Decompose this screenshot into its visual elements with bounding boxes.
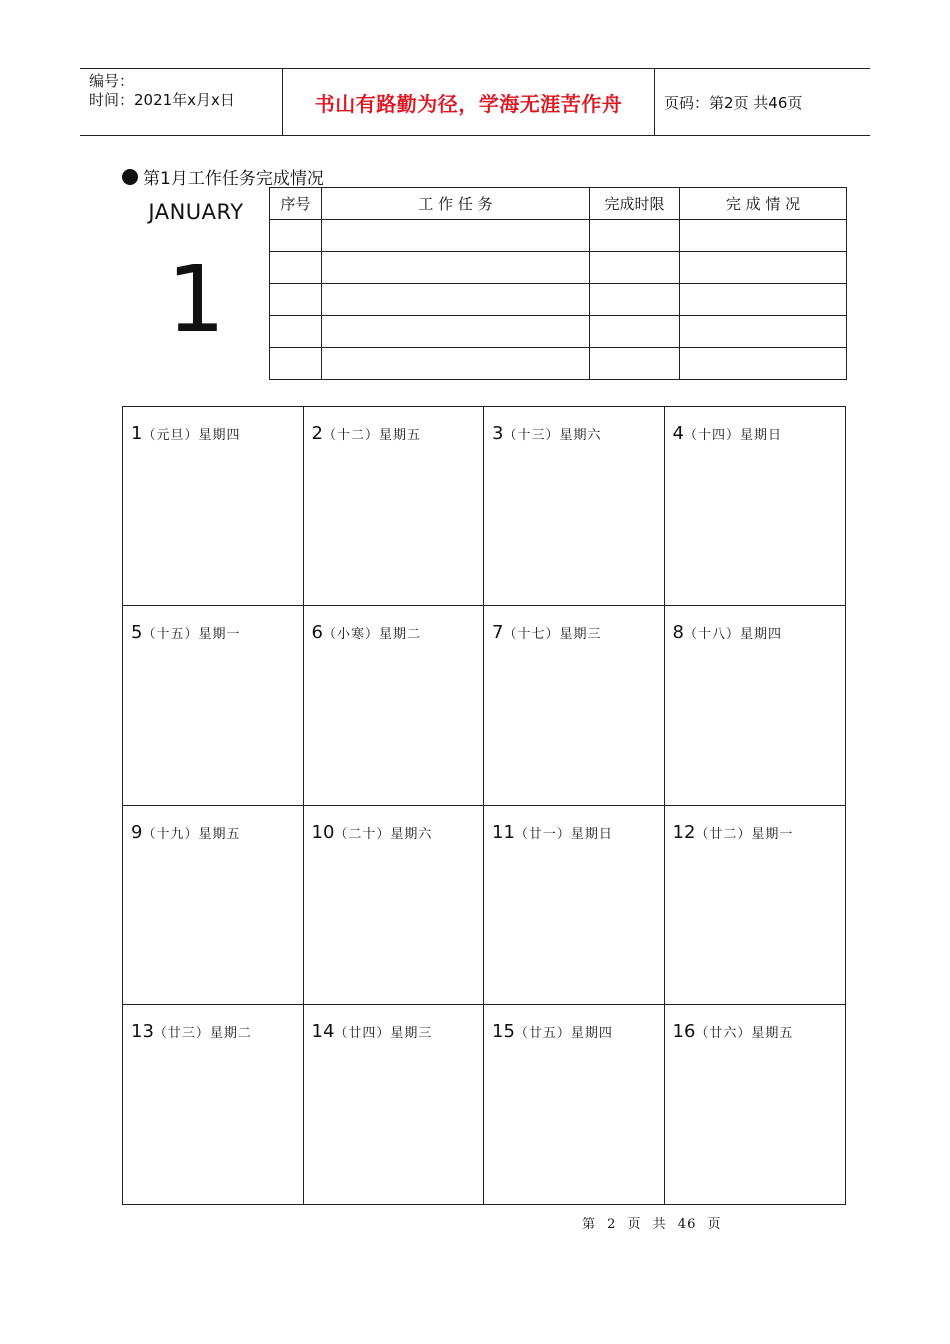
day-number: 14 (311, 1020, 335, 1042)
day-number: 9 (131, 821, 143, 843)
calendar-day-cell[interactable] (665, 606, 846, 805)
calendar-grid (122, 406, 846, 1205)
table-cell[interactable] (322, 316, 590, 348)
table-cell[interactable] (270, 252, 322, 284)
calendar-day-cell[interactable] (665, 1005, 846, 1204)
section-title-text: 第1月工作任务完成情况 (143, 169, 324, 189)
day-lunar-weekday: （小寒）星期二 (322, 627, 421, 643)
document-number-label: 编号： (89, 72, 135, 90)
table-row (270, 252, 847, 284)
table-cell[interactable] (322, 348, 590, 380)
table-cell[interactable] (680, 252, 847, 284)
table-cell[interactable] (270, 220, 322, 252)
day-number: 13 (131, 1020, 154, 1042)
calendar-day-cell[interactable] (123, 606, 304, 805)
day-lunar-weekday: （二十）星期六 (334, 826, 433, 842)
day-number: 11 (492, 821, 515, 843)
day-number: 16 (672, 1020, 696, 1042)
table-cell[interactable] (590, 348, 680, 380)
column-header-task: 工 作 任 务 (322, 188, 590, 220)
calendar-day-cell[interactable] (304, 407, 485, 606)
table-row (270, 284, 847, 316)
day-lunar-weekday: （十四）星期日 (683, 428, 782, 443)
table-cell[interactable] (590, 316, 680, 348)
day-lunar-weekday: （十五）星期一 (142, 627, 241, 643)
day-lunar-weekday: （元旦）星期四 (142, 428, 241, 443)
day-number: 5 (131, 622, 143, 644)
day-lunar-weekday: （十八）星期四 (683, 627, 782, 643)
day-lunar-weekday: （十七）星期三 (503, 627, 602, 643)
column-header-status: 完 成 情 况 (680, 188, 847, 220)
calendar-day-cell[interactable] (484, 806, 665, 1005)
calendar-day-cell[interactable] (123, 1005, 304, 1204)
task-table (269, 187, 847, 380)
day-lunar-weekday: （廿四）星期三 (334, 1025, 433, 1041)
day-number: 6 (311, 622, 323, 644)
calendar-day-cell[interactable] (484, 1005, 665, 1204)
table-cell[interactable] (680, 316, 847, 348)
header-motto: 书山有路勤为径，学海无涯苦作舟 (282, 69, 655, 135)
day-lunar-weekday: （廿一）星期日 (514, 826, 613, 842)
table-row (270, 348, 847, 380)
task-table-header-row (270, 188, 847, 220)
day-lunar-weekday: （廿五）星期四 (514, 1025, 613, 1041)
table-cell[interactable] (680, 220, 847, 252)
day-lunar-weekday: （廿二）星期一 (695, 826, 794, 842)
table-row (270, 316, 847, 348)
table-cell[interactable] (322, 252, 590, 284)
bullet-icon (122, 169, 138, 185)
table-cell[interactable] (590, 220, 680, 252)
day-number: 2 (311, 423, 323, 444)
section-title (122, 164, 324, 189)
calendar-day-cell[interactable] (484, 407, 665, 606)
day-number: 15 (492, 1020, 515, 1042)
table-cell[interactable] (322, 220, 590, 252)
day-number: 7 (492, 622, 504, 644)
table-row (270, 220, 847, 252)
calendar-day-cell[interactable] (304, 606, 485, 805)
column-header-index: 序号 (270, 188, 322, 220)
page-footer: 第 2 页 共 46 页 (582, 1217, 722, 1232)
table-cell[interactable] (322, 284, 590, 316)
day-number: 1 (131, 423, 143, 444)
day-lunar-weekday: （廿六）星期五 (695, 1025, 794, 1041)
day-number: 3 (492, 423, 504, 444)
table-cell[interactable] (680, 348, 847, 380)
day-lunar-weekday: （十九）星期五 (142, 826, 241, 842)
table-cell[interactable] (590, 284, 680, 316)
day-lunar-weekday: （十二）星期五 (322, 428, 421, 443)
header-page-info: 页码：第2页 共46页 (664, 93, 803, 112)
page-header (80, 68, 870, 136)
calendar-day-cell[interactable] (484, 606, 665, 805)
day-lunar-weekday: （十三）星期六 (503, 428, 602, 443)
document-date-label: 时间：2021年x月x日 (89, 91, 235, 109)
calendar-day-cell[interactable] (304, 806, 485, 1005)
table-cell[interactable] (590, 252, 680, 284)
header-meta (80, 69, 282, 135)
calendar-day-cell[interactable] (123, 806, 304, 1005)
calendar-day-cell[interactable] (123, 407, 304, 606)
day-number: 10 (311, 821, 335, 843)
day-number: 8 (672, 622, 684, 644)
calendar-day-cell[interactable] (665, 407, 846, 606)
month-name: JANUARY (148, 200, 244, 224)
table-cell[interactable] (680, 284, 847, 316)
day-lunar-weekday: （廿三）星期二 (153, 1025, 252, 1041)
calendar-day-cell[interactable] (665, 806, 846, 1005)
table-cell[interactable] (270, 284, 322, 316)
table-cell[interactable] (270, 316, 322, 348)
month-number: 1 (166, 246, 226, 353)
day-number: 4 (672, 423, 684, 444)
calendar-day-cell[interactable] (304, 1005, 485, 1204)
column-header-deadline: 完成时限 (590, 188, 680, 220)
day-number: 12 (672, 821, 696, 843)
table-cell[interactable] (270, 348, 322, 380)
